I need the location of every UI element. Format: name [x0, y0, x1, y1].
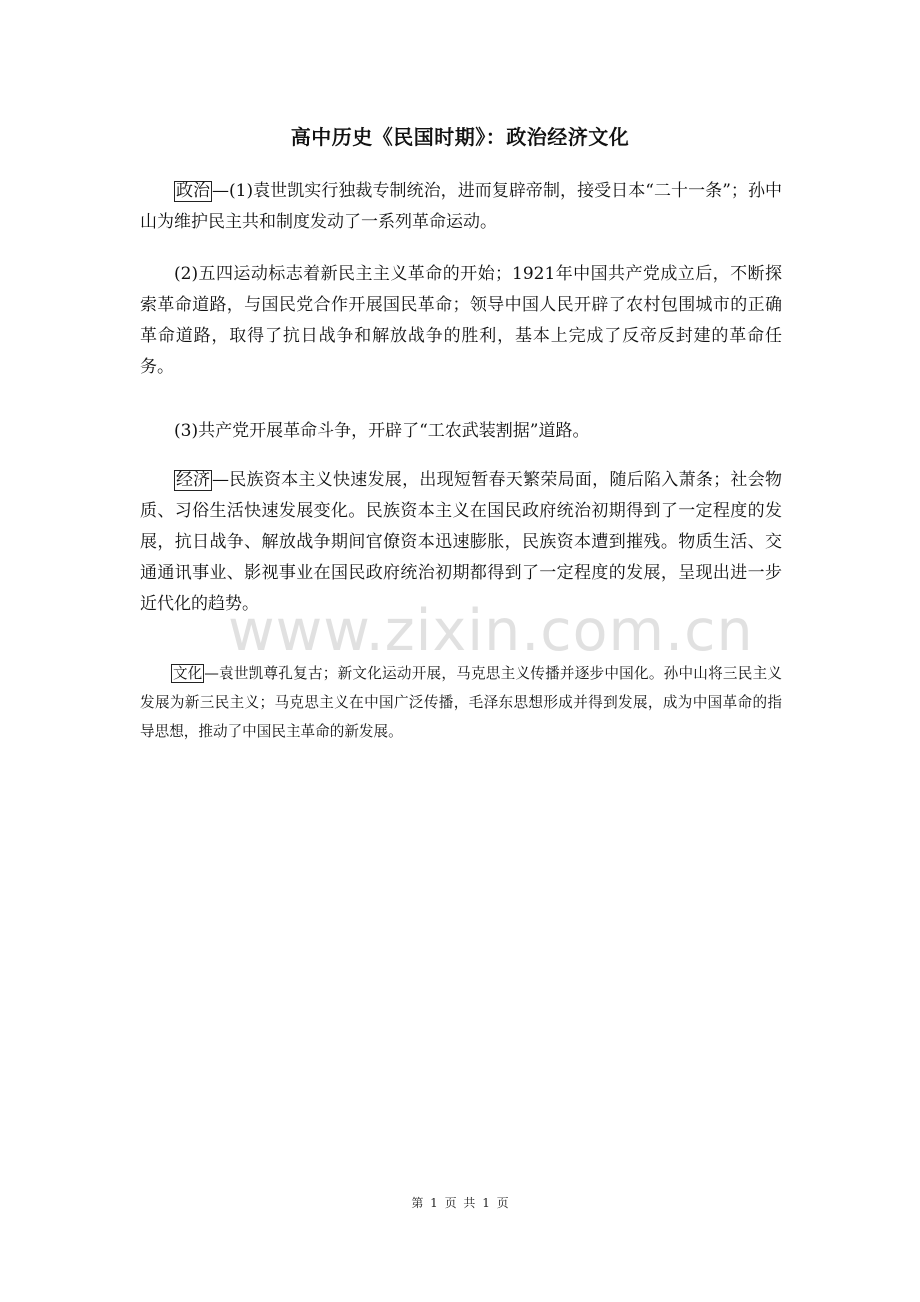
- politics-paragraph-1: [140, 176, 782, 238]
- politics-paragraph-3: [140, 416, 782, 447]
- watermark: www.zixin.com.cn: [228, 598, 754, 664]
- culture-text: —袁世凯尊孔复古；新文化运动开展，马克思主义传播并逐步中国化。孙中山将三民主义发展为新三民主义；马克思主义在中国广泛传播，毛泽东思想形成并得到发展，成为中国革命的指导思想，推动了中国民主革命的新发展。: [140, 665, 782, 740]
- politics-tag: 政治: [176, 181, 210, 201]
- politics-text-2: (2)五四运动标志着新民主主义革命的开始；1921年中国共产党成立后，不断探索革命道路，与国民党合作开展国民革命；领导中国人民开辟了农村包围城市的正确革命道路，取得了抗日战争和解放战争的胜利，基本上完成了反帝反封建的革命任务。: [140, 264, 782, 377]
- economy-tag: 经济: [176, 470, 210, 490]
- culture-paragraph: [140, 659, 782, 746]
- page-footer: 第 1 页 共 1 页: [411, 1196, 509, 1210]
- politics-paragraph-2: [140, 259, 782, 383]
- document-title: 高中历史《民国时期》：政治经济文化: [290, 125, 630, 149]
- economy-paragraph: [140, 465, 782, 620]
- politics-text-1: —(1)袁世凯实行独裁专制统治，进而复辟帝制，接受日本“二十一条”；孙中山为维护民主共和制度发动了一系列革命运动。: [140, 181, 782, 232]
- economy-text: —民族资本主义快速发展，出现短暂春天繁荣局面，随后陷入萧条；社会物质、习俗生活快速发展变化。民族资本主义在国民政府统治初期得到了一定程度的发展，抗日战争、解放战争期间官僚资本迅速膨胀，民族资本遭到摧残。物质生活、交通通讯事业、影视事业在国民政府统治初期都得到了一定程度的发展，呈现出进一步近代化的趋势。: [140, 470, 782, 614]
- culture-tag: 文化: [173, 665, 203, 682]
- politics-text-3: (3)共产党开展革命斗争，开辟了“工农武装割据”道路。: [174, 421, 590, 441]
